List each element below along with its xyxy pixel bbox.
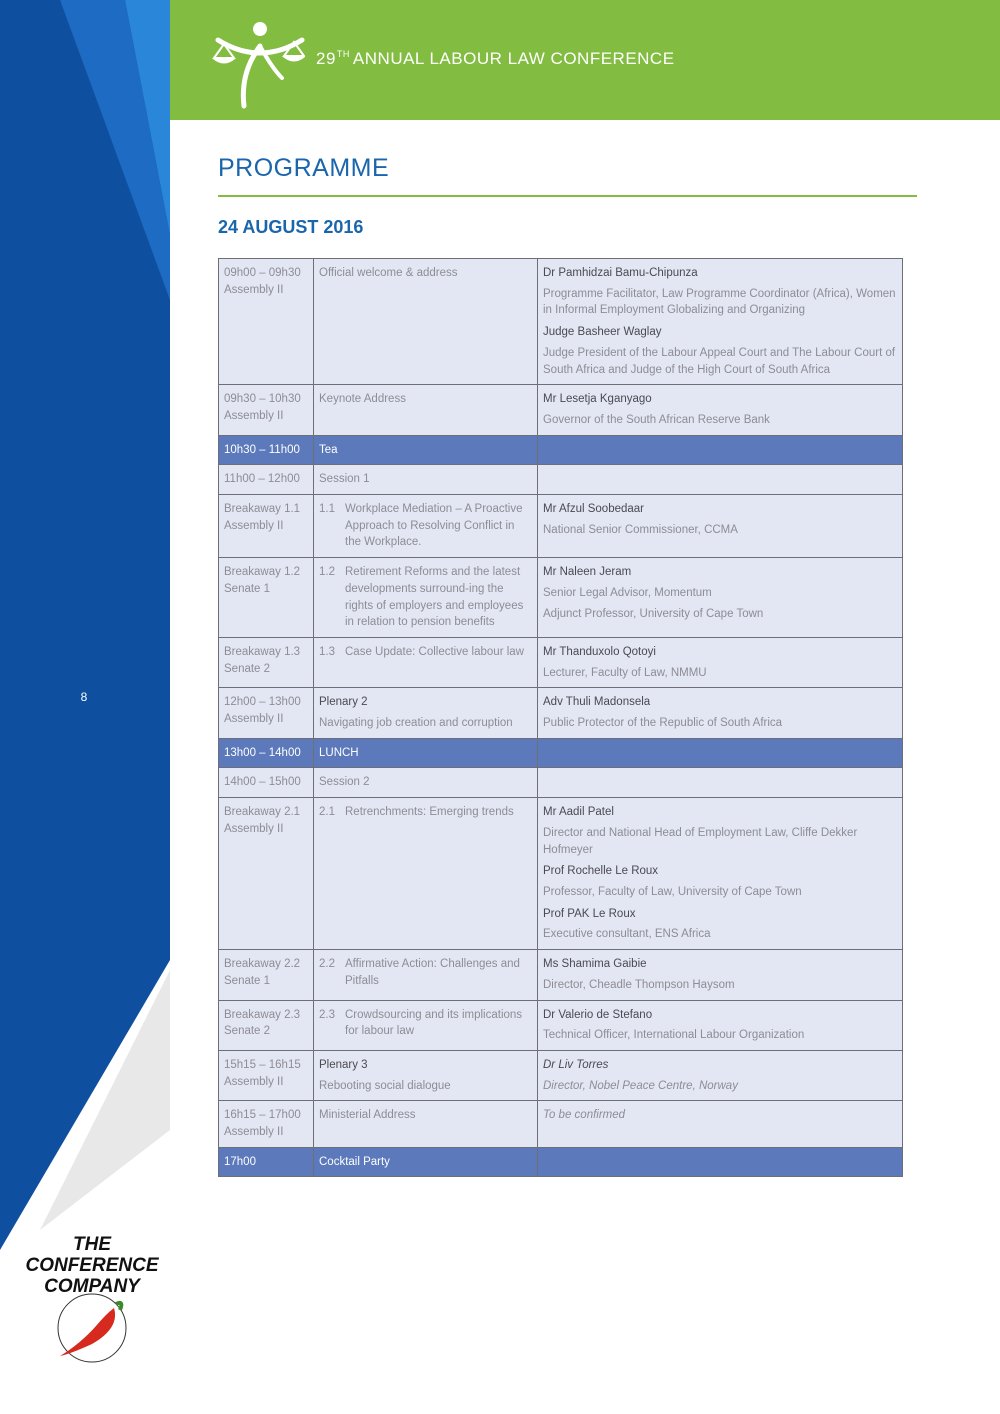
time-cell xyxy=(219,950,314,1000)
speaker xyxy=(543,391,897,428)
programme-row xyxy=(219,385,903,435)
item-cell xyxy=(314,798,538,950)
time-cell xyxy=(219,385,314,435)
session-time: Breakaway 1.3 xyxy=(224,645,301,658)
session-venue: Assembly II xyxy=(224,1075,284,1088)
speaker xyxy=(543,906,897,943)
session-venue: Assembly II xyxy=(224,822,284,835)
session-time: 15h15 – 16h15 xyxy=(224,1058,301,1071)
item-number: 1.3 xyxy=(319,645,335,658)
speaker xyxy=(543,804,897,858)
session-time: 09h00 – 09h30 xyxy=(224,267,301,279)
session-time: Breakaway 1.2 xyxy=(224,566,301,579)
speaker xyxy=(543,694,897,731)
speaker-name: Mr Thanduxolo Qotoyi xyxy=(543,645,656,658)
item-number: 1.2 xyxy=(319,566,335,579)
time-cell xyxy=(219,688,314,738)
programme-row xyxy=(219,465,903,495)
speaker xyxy=(543,564,897,622)
programme-table-body xyxy=(219,259,903,1177)
session-time: 09h30 – 10h30 xyxy=(224,393,301,406)
programme-row xyxy=(219,558,903,638)
speaker-role: National Senior Commissioner, CCMA xyxy=(543,523,738,536)
time-cell xyxy=(219,1101,314,1147)
programme-table xyxy=(218,258,903,1177)
plenary-label: Plenary 3 xyxy=(319,1058,368,1071)
session-venue: Senate 2 xyxy=(224,1025,271,1038)
header-ordinal: 29 xyxy=(316,49,336,68)
speaker-name: Dr Liv Torres xyxy=(543,1058,609,1071)
speaker-cell xyxy=(538,637,903,687)
speaker-name: Mr Naleen Jeram xyxy=(543,566,632,579)
speaker-role: Governor of the South African Reserve Bank xyxy=(543,413,770,426)
speaker-role: Lecturer, Faculty of Law, NMMU xyxy=(543,666,707,679)
speaker-role: Senior Legal Advisor, Momentum xyxy=(543,586,712,599)
conference-company-logo xyxy=(20,1228,160,1368)
title-divider xyxy=(218,195,917,197)
speaker xyxy=(543,644,897,681)
time-cell xyxy=(219,738,314,768)
time-cell xyxy=(219,768,314,798)
speaker-role: Director, Cheadle Thompson Haysom xyxy=(543,978,735,991)
speaker-name: Dr Valerio de Stefano xyxy=(543,1008,653,1021)
programme-row xyxy=(219,495,903,558)
speaker-cell xyxy=(538,259,903,385)
speaker-cell xyxy=(538,1000,903,1050)
session-time: 16h15 – 17h00 xyxy=(224,1109,301,1122)
plenary-label: Plenary 2 xyxy=(319,696,368,709)
speaker-role: Programme Facilitator, Law Programme Coordinator (Africa), Women in Informal Employment Globalizing and Organizing xyxy=(543,287,896,317)
item-cell xyxy=(314,435,538,465)
session-venue: Assembly II xyxy=(224,1126,284,1139)
session-time: Breakaway 2.3 xyxy=(224,1008,301,1021)
session-time: Breakaway 2.1 xyxy=(224,806,301,819)
session-venue: Assembly II xyxy=(224,283,284,296)
item-title: Session 1 xyxy=(319,473,370,486)
item-title: Ministerial Address xyxy=(319,1109,416,1122)
session-venue: Senate 1 xyxy=(224,974,271,987)
session-time: 17h00 xyxy=(224,1155,256,1168)
speaker xyxy=(543,501,897,538)
item-title: Navigating job creation and corruption xyxy=(319,717,513,730)
item-cell xyxy=(314,738,538,768)
item-cell xyxy=(314,1101,538,1147)
item-number: 2.2 xyxy=(319,958,335,971)
speaker-cell xyxy=(538,1101,903,1147)
session-venue: Senate 1 xyxy=(224,582,271,595)
item-title: Workplace Mediation – A Proactive Approach to Resolving Conflict in the Workplace. xyxy=(345,503,523,549)
speaker-cell xyxy=(538,495,903,558)
speaker-cell xyxy=(538,1050,903,1100)
speaker-cell xyxy=(538,798,903,950)
item-title: Official welcome & address xyxy=(319,267,458,279)
speaker-cell xyxy=(538,1147,903,1177)
programme-row xyxy=(219,768,903,798)
time-cell xyxy=(219,637,314,687)
item-number: 2.3 xyxy=(319,1008,335,1021)
item-cell xyxy=(314,688,538,738)
session-time: 14h00 – 15h00 xyxy=(224,776,301,789)
programme-row xyxy=(219,1050,903,1100)
sidebar-decoration xyxy=(0,0,170,1414)
programme-row xyxy=(219,798,903,950)
break-row xyxy=(219,738,903,768)
item-cell xyxy=(314,558,538,638)
speaker-cell xyxy=(538,465,903,495)
brand-line1: THE xyxy=(73,1234,111,1255)
speaker-note: To be confirmed xyxy=(543,1109,626,1122)
speaker xyxy=(543,265,897,319)
speaker-role: Technical Officer, International Labour Organization xyxy=(543,1029,805,1042)
time-cell xyxy=(219,798,314,950)
session-venue: Assembly II xyxy=(224,713,284,726)
time-cell xyxy=(219,1050,314,1100)
item-title: Case Update: Collective labour law xyxy=(345,645,524,658)
speaker-role: Professor, Faculty of Law, University of Cape Town xyxy=(543,885,802,898)
speaker-name: Prof Rochelle Le Roux xyxy=(543,865,659,878)
sidebar-shapes xyxy=(0,0,170,1414)
programme-row xyxy=(219,259,903,385)
session-venue: Assembly II xyxy=(224,409,284,422)
item-title: Tea xyxy=(319,443,338,456)
speaker-role: Executive consultant, ENS Africa xyxy=(543,928,711,941)
speaker xyxy=(543,1057,897,1094)
header-ordinal-suffix: TH xyxy=(336,49,350,59)
time-cell xyxy=(219,495,314,558)
brand-line3: COMPANY xyxy=(44,1276,140,1297)
session-venue: Assembly II xyxy=(224,519,284,532)
speaker-name: Mr Aadil Patel xyxy=(543,806,614,819)
speaker-name: Dr Pamhidzai Bamu-Chipunza xyxy=(543,267,698,279)
date-heading: 24 AUGUST 2016 xyxy=(218,217,364,237)
header-title-text: ANNUAL LABOUR LAW CONFERENCE xyxy=(352,49,675,68)
programme-row xyxy=(219,688,903,738)
speaker-cell xyxy=(538,768,903,798)
speaker-name: Mr Lesetja Kganyago xyxy=(543,393,652,406)
speaker-role: Director, Nobel Peace Centre, Norway xyxy=(543,1079,738,1092)
speaker xyxy=(543,956,897,993)
session-time: 13h00 – 14h00 xyxy=(224,746,301,759)
item-cell xyxy=(314,385,538,435)
item-title: Keynote Address xyxy=(319,393,406,406)
session-time: 10h30 – 11h00 xyxy=(224,443,300,456)
session-time: 11h00 – 12h00 xyxy=(224,473,300,486)
speaker-cell xyxy=(538,385,903,435)
speaker-cell xyxy=(538,435,903,465)
speaker xyxy=(543,863,897,900)
item-cell xyxy=(314,495,538,558)
item-title: LUNCH xyxy=(319,746,359,759)
speaker-cell xyxy=(538,558,903,638)
programme-row xyxy=(219,1000,903,1050)
item-cell xyxy=(314,1050,538,1100)
time-cell xyxy=(219,558,314,638)
time-cell xyxy=(219,259,314,385)
speaker-name: Judge Basheer Waglay xyxy=(543,326,662,339)
break-row xyxy=(219,435,903,465)
programme-row xyxy=(219,950,903,1000)
speaker-cell xyxy=(538,688,903,738)
speaker xyxy=(543,1007,897,1044)
speaker-cell xyxy=(538,950,903,1000)
speaker xyxy=(543,324,897,378)
session-venue: Senate 2 xyxy=(224,662,271,675)
item-title: Retrenchments: Emerging trends xyxy=(345,806,514,819)
item-cell xyxy=(314,950,538,1000)
item-cell xyxy=(314,465,538,495)
item-number: 1.1 xyxy=(319,503,335,516)
item-number: 2.1 xyxy=(319,806,335,819)
item-title: Retirement Reforms and the latest developments surround-ing the rights of employers and employees in relation to pension benefits xyxy=(345,566,524,629)
item-cell xyxy=(314,1147,538,1177)
speaker-name: Mr Afzul Soobedaar xyxy=(543,503,645,516)
speaker-role: Adjunct Professor, University of Cape Town xyxy=(543,607,764,620)
speaker-name: Adv Thuli Madonsela xyxy=(543,696,651,709)
item-cell xyxy=(314,1000,538,1050)
item-title: Crowdsourcing and its implications for labour law xyxy=(345,1008,523,1038)
speaker-role: Director and National Head of Employment Law, Cliffe Dekker Hofmeyer xyxy=(543,826,858,856)
speaker-role: Public Protector of the Republic of South Africa xyxy=(543,717,783,730)
page-title: PROGRAMME xyxy=(218,154,390,182)
item-title: Session 2 xyxy=(319,776,370,789)
speaker-cell xyxy=(538,738,903,768)
item-cell xyxy=(314,259,538,385)
header-title xyxy=(316,49,675,69)
time-cell xyxy=(219,1147,314,1177)
chilli-pepper-icon xyxy=(58,1294,126,1362)
item-cell xyxy=(314,637,538,687)
session-time: Breakaway 2.2 xyxy=(224,958,301,971)
time-cell xyxy=(219,465,314,495)
item-title: Cocktail Party xyxy=(319,1155,390,1168)
brand-line2: CONFERENCE xyxy=(25,1255,159,1276)
session-time: Breakaway 1.1 xyxy=(224,503,301,516)
time-cell xyxy=(219,435,314,465)
item-title: Rebooting social dialogue xyxy=(319,1079,451,1092)
speaker-role: Judge President of the Labour Appeal Court and The Labour Court of South Africa and Judge of the High Court of South Africa xyxy=(543,346,896,376)
speaker-name: Ms Shamima Gaibie xyxy=(543,958,647,971)
item-title: Affirmative Action: Challenges and Pitfalls xyxy=(345,958,520,987)
scales-of-justice-logo-icon xyxy=(210,18,305,110)
time-cell xyxy=(219,1000,314,1050)
item-cell xyxy=(314,768,538,798)
programme-row xyxy=(219,1101,903,1147)
speaker-name: Prof PAK Le Roux xyxy=(543,907,636,920)
session-time: 12h00 – 13h00 xyxy=(224,696,301,709)
programme-row xyxy=(219,637,903,687)
break-row xyxy=(219,1147,903,1177)
page-number: 8 xyxy=(80,690,88,704)
